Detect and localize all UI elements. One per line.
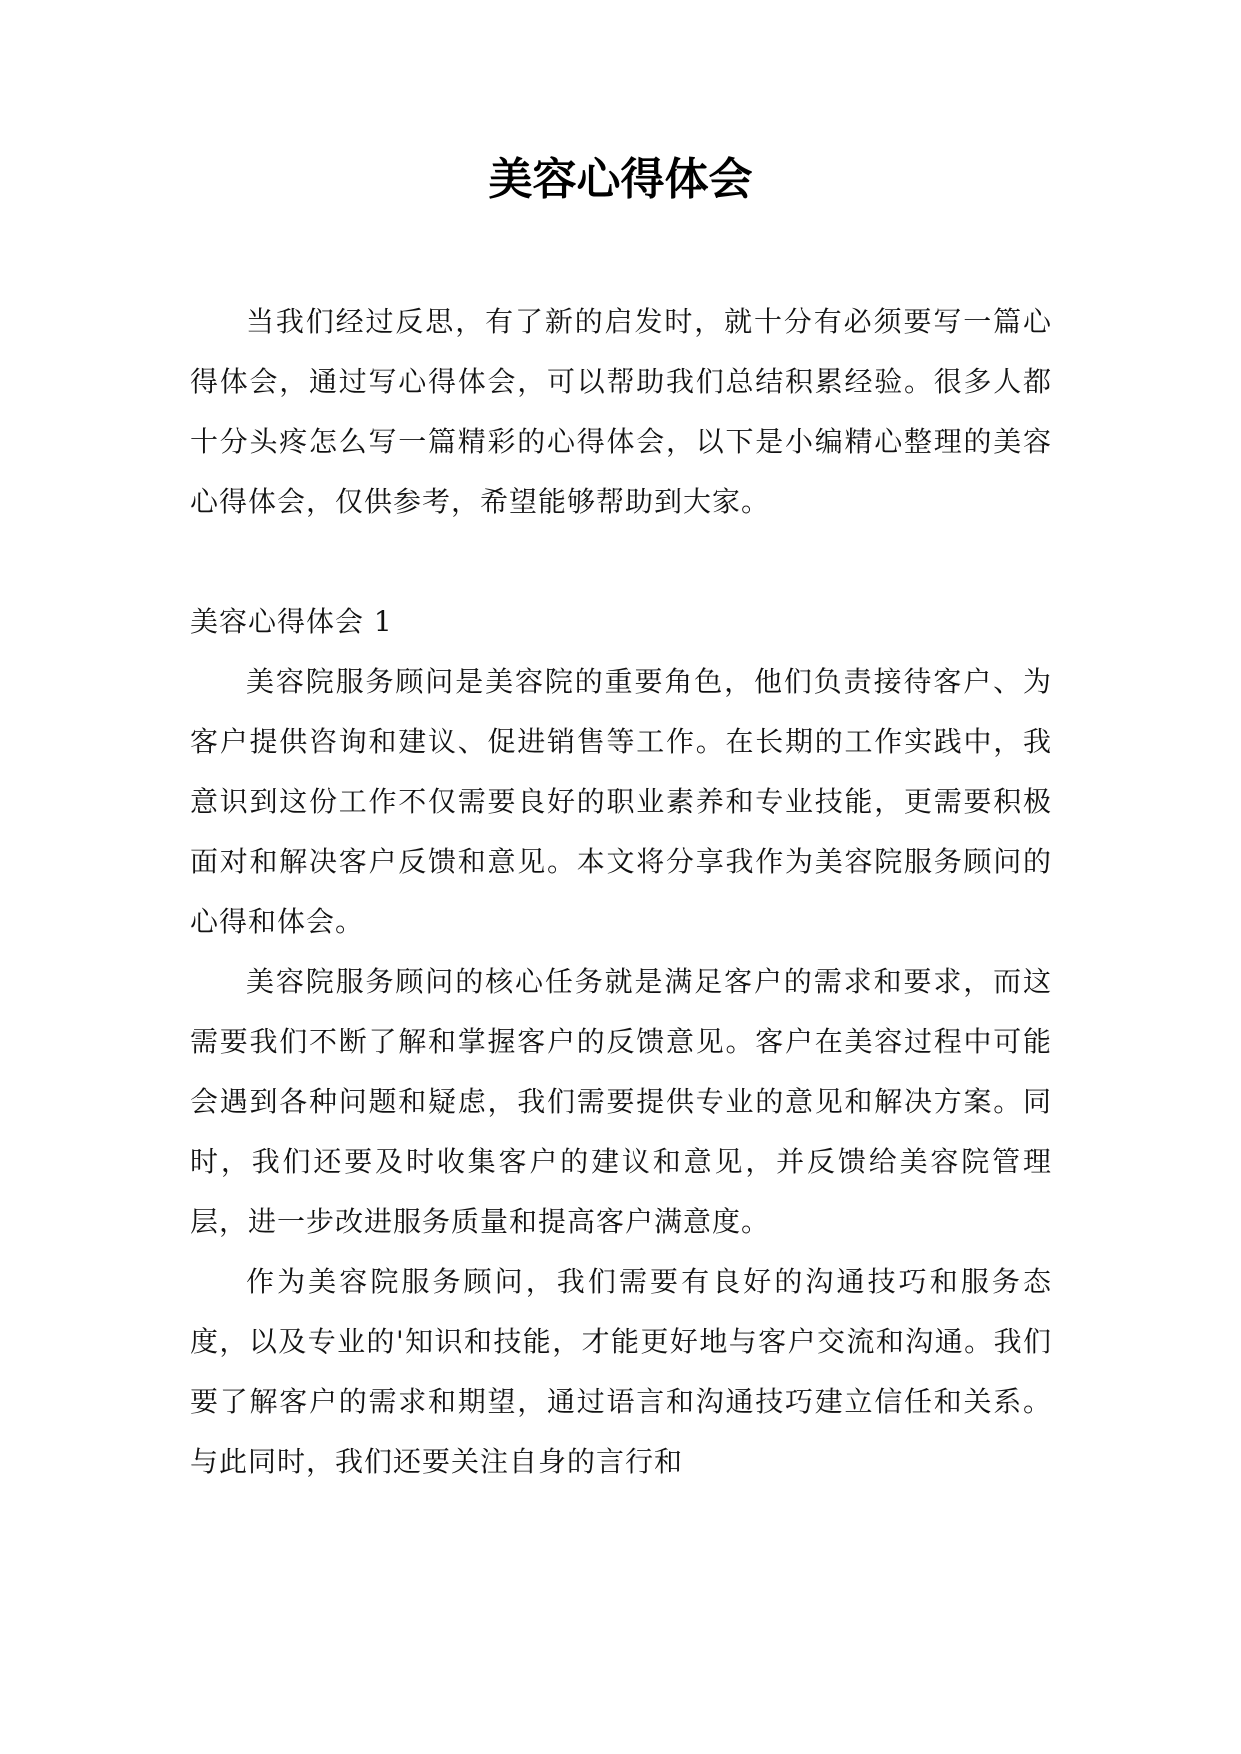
document-body bbox=[190, 292, 1052, 1492]
section-heading: 美容心得体会 1 bbox=[190, 605, 393, 638]
body-paragraph: 美容院服务顾问是美容院的重要角色，他们负责接待客户、为客户提供咨询和建议、促进销售等工作。在长期的工作实践中，我意识到这份工作不仅需要良好的职业素养和专业技能，更需要积极面对和解决客户反馈和意见。本文将分享我作为美容院服务顾问的心得和体会。 bbox=[190, 665, 1052, 938]
page-title: 美容心得体会 bbox=[488, 154, 753, 205]
body-paragraph: 作为美容院服务顾问，我们需要有良好的沟通技巧和服务态度，以及专业的'知识和技能，才能更好地与客户交流和沟通。我们要了解客户的需求和期望，通过语言和沟通技巧建立信任和关系。与此同时，我们还要关注自身的言行和 bbox=[190, 1265, 1052, 1478]
section-spacer bbox=[190, 532, 1052, 592]
body-paragraph: 美容院服务顾问的核心任务就是满足客户的需求和要求，而这需要我们不断了解和掌握客户的反馈意见。客户在美容过程中可能会遇到各种问题和疑虑，我们需要提供专业的意见和解决方案。同时，我们还要及时收集客户的建议和意见，并反馈给美容院管理层，进一步改进服务质量和提高客户满意度。 bbox=[190, 965, 1052, 1238]
intro-paragraph: 当我们经过反思，有了新的启发时，就十分有必须要写一篇心得体会，通过写心得体会，可以帮助我们总结积累经验。很多人都十分头疼怎么写一篇精彩的心得体会，以下是小编精心整理的美容心得体会，仅供参考，希望能够帮助到大家。 bbox=[190, 305, 1052, 518]
